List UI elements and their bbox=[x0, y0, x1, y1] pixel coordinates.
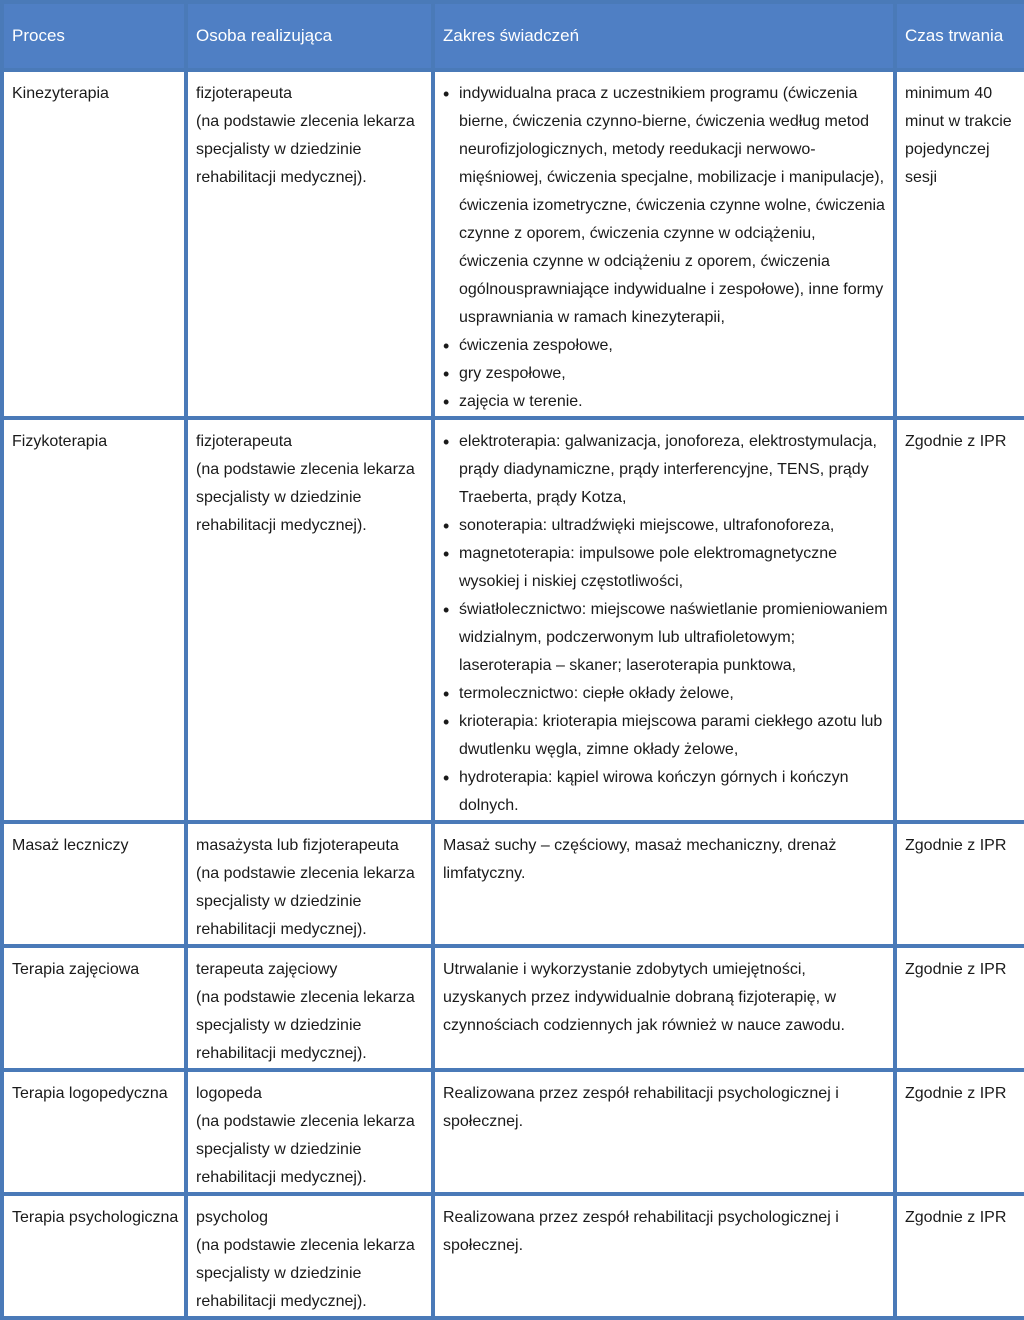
cell-czas: minimum 40 minut w trakcie pojedynczej sesji bbox=[895, 70, 1024, 418]
osoba-note: (na podstawie zlecenia lekarza specjalisty w dziedzinie rehabilitacji medycznej). bbox=[196, 989, 415, 1062]
table-row bbox=[2, 946, 1024, 1070]
osoba-note: (na podstawie zlecenia lekarza specjalisty w dziedzinie rehabilitacji medycznej). bbox=[196, 113, 415, 186]
cell-proces: Fizykoterapia bbox=[2, 418, 186, 822]
cell-czas: Zgodnie z IPR bbox=[895, 946, 1024, 1070]
cell-zakres bbox=[433, 822, 895, 946]
osoba-note: (na podstawie zlecenia lekarza specjalisty w dziedzinie rehabilitacji medycznej). bbox=[196, 461, 415, 534]
cell-zakres bbox=[433, 946, 895, 1070]
header-czas: Czas trwania bbox=[895, 2, 1024, 70]
osoba-note: (na podstawie zlecenia lekarza specjalisty w dziedzinie rehabilitacji medycznej). bbox=[196, 865, 415, 938]
list-item: • termolecznictwo: ciepłe okłady żelowe, bbox=[443, 680, 889, 708]
osoba-note: (na podstawie zlecenia lekarza specjalisty w dziedzinie rehabilitacji medycznej). bbox=[196, 1113, 415, 1186]
table-row bbox=[2, 822, 1024, 946]
zakres-text: Realizowana przez zespół rehabilitacji psychologicznej i społecznej. bbox=[443, 1085, 839, 1130]
zakres-text: Realizowana przez zespół rehabilitacji psychologicznej i społecznej. bbox=[443, 1209, 839, 1254]
list-item: • elektroterapia: galwanizacja, jonoforeza, elektrostymulacja, prądy diadynamiczne, prądy interferencyjne, TENS, prądy Traeberta, prądy Kotza, bbox=[443, 428, 889, 512]
osoba-title: masażysta lub fizjoterapeuta bbox=[196, 837, 399, 854]
cell-osoba bbox=[186, 1070, 433, 1194]
cell-osoba bbox=[186, 418, 433, 822]
cell-czas: Zgodnie z IPR bbox=[895, 1194, 1024, 1318]
osoba-title: fizjoterapeuta bbox=[196, 85, 293, 102]
cell-zakres bbox=[433, 1194, 895, 1318]
cell-proces: Kinezyterapia bbox=[2, 70, 186, 418]
osoba-title: psycholog bbox=[196, 1209, 269, 1226]
table-row bbox=[2, 418, 1024, 822]
header-osoba: Osoba realizująca bbox=[186, 2, 433, 70]
osoba-note: (na podstawie zlecenia lekarza specjalisty w dziedzinie rehabilitacji medycznej). bbox=[196, 1237, 415, 1310]
list-item: • krioterapia: krioterapia miejscowa parami ciekłego azotu lub dwutlenku węgla, zimne okłady żelowe, bbox=[443, 708, 889, 764]
osoba-title: logopeda bbox=[196, 1085, 262, 1102]
cell-czas: Zgodnie z IPR bbox=[895, 418, 1024, 822]
header-proces: Proces bbox=[2, 2, 186, 70]
list-item: • zajęcia w terenie. bbox=[443, 388, 889, 416]
list-item: • gry zespołowe, bbox=[443, 360, 889, 388]
table-row bbox=[2, 70, 1024, 418]
list-item: • sonoterapia: ultradźwięki miejscowe, ultrafonoforeza, bbox=[443, 512, 889, 540]
cell-osoba bbox=[186, 946, 433, 1070]
header-row bbox=[2, 2, 1024, 70]
cell-osoba bbox=[186, 70, 433, 418]
list-item: • indywidualna praca z uczestnikiem programu (ćwiczenia bierne, ćwiczenia czynno-bierne, ćwiczenia według metod neurofizjologicznych, metody reedukacji nerwowo-mięśniowej, ćwiczenia specjalne, mobilizacje i manipulacje), ćwiczenia izometryczne, ćwiczenia czynne wolne, ćwiczenia czynne z oporem, ćwiczenia czynne w odciążeniu, ćwiczenia czynne w odciążeniu z oporem, ćwiczenia ogólnousprawniające indywidualne i zespołowe), inne formy usprawniania w ramach kinezyterapii, bbox=[443, 80, 889, 332]
list-item: • światłolecznictwo: miejscowe naświetlanie promieniowaniem widzialnym, podczerwonym lub ultrafioletowym; laseroterapia – skaner; laseroterapia punktowa, bbox=[443, 596, 889, 680]
zakres-text: Utrwalanie i wykorzystanie zdobytych umiejętności, uzyskanych przez indywidualnie dobraną fizjoterapię, w czynnościach codziennych jak również w nauce zawodu. bbox=[443, 961, 845, 1034]
cell-proces: Masaż leczniczy bbox=[2, 822, 186, 946]
cell-zakres bbox=[433, 418, 895, 822]
cell-czas: Zgodnie z IPR bbox=[895, 822, 1024, 946]
zakres-list bbox=[443, 428, 889, 820]
cell-osoba bbox=[186, 822, 433, 946]
zakres-list bbox=[443, 80, 889, 416]
zakres-text: Masaż suchy – częściowy, masaż mechaniczny, drenaż limfatyczny. bbox=[443, 837, 837, 882]
table-row bbox=[2, 1070, 1024, 1194]
cell-proces: Terapia psychologiczna bbox=[2, 1194, 186, 1318]
cell-osoba bbox=[186, 1194, 433, 1318]
list-item: • magnetoterapia: impulsowe pole elektromagnetyczne wysokiej i niskiej częstotliwości, bbox=[443, 540, 889, 596]
list-item: • ćwiczenia zespołowe, bbox=[443, 332, 889, 360]
header-zakres: Zakres świadczeń bbox=[433, 2, 895, 70]
cell-czas: Zgodnie z IPR bbox=[895, 1070, 1024, 1194]
cell-zakres bbox=[433, 1070, 895, 1194]
table-row bbox=[2, 1194, 1024, 1318]
cell-proces: Terapia zajęciowa bbox=[2, 946, 186, 1070]
cell-zakres bbox=[433, 70, 895, 418]
osoba-title: fizjoterapeuta bbox=[196, 433, 293, 450]
cell-proces: Terapia logopedyczna bbox=[2, 1070, 186, 1194]
osoba-title: terapeuta zajęciowy bbox=[196, 961, 338, 978]
list-item: • hydroterapia: kąpiel wirowa kończyn górnych i kończyn dolnych. bbox=[443, 764, 889, 820]
